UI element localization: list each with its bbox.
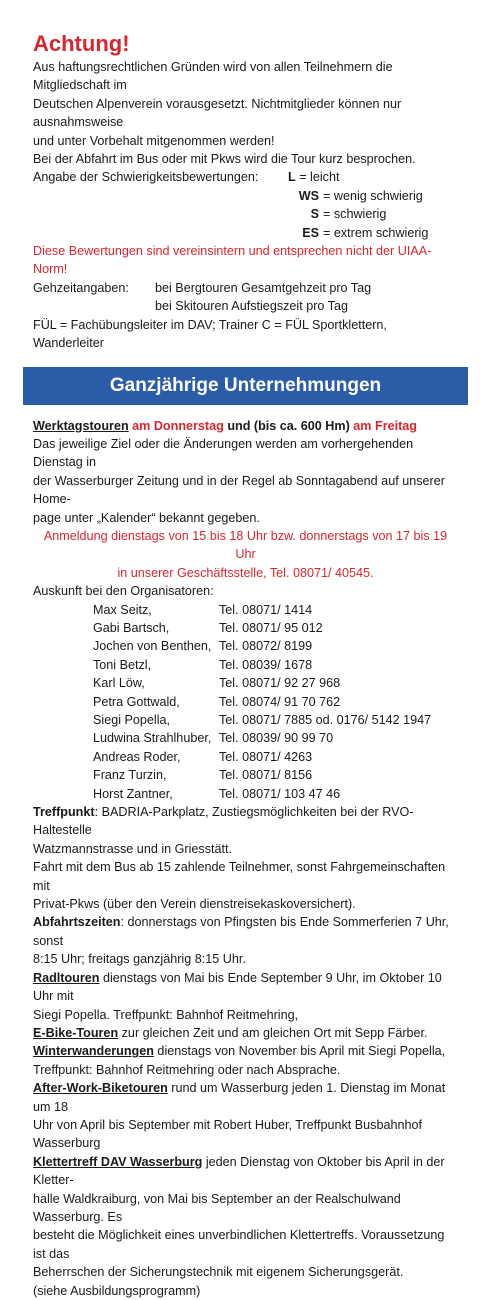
- treffpunkt-label: Treffpunkt: [33, 805, 95, 820]
- afterwork-text: rund um Wasserburg jeden 1. Dienstag im Monat um 18: [33, 1081, 446, 1114]
- contact-row: [33, 656, 458, 674]
- contact-row: [33, 766, 458, 784]
- winter-text: dienstags von November bis April mit Siegi Popella,: [153, 1044, 446, 1059]
- rating-text: = extrem schwierig: [323, 225, 429, 240]
- radltouren-line: [33, 969, 458, 1006]
- rating-code: S: [310, 207, 319, 222]
- radltouren-text: dienstags von Mai bis Ende September 9 Uhr, im Oktober 10 Uhr mit: [33, 970, 442, 1004]
- werktag-limit: und (bis ca. 600 Hm): [223, 418, 350, 433]
- contact-row: [33, 785, 458, 803]
- klettertreff-text: halle Waldkraiburg, von Mai bis September an der Realschulwand Wasserburg. Es: [33, 1191, 401, 1224]
- werktag-text: der Wasserburger Zeitung und in der Regel ab Sonntagabend auf unserer Home-: [33, 473, 445, 507]
- ebike-label: E-Bike-Touren: [33, 1025, 119, 1040]
- klettertreff-text: (siehe Ausbildungsprogramm): [33, 1283, 201, 1298]
- ratings-note: Diese Bewertungen sind vereinsintern und entsprechen nicht der UIAA-Norm!: [33, 244, 432, 277]
- winter-label: Winterwanderungen: [33, 1044, 154, 1059]
- contact-name: Horst Zantner,: [93, 786, 173, 801]
- abfahrt-label: Abfahrtszeiten: [33, 915, 121, 930]
- contact-row: [33, 619, 458, 637]
- contact-phone: Tel. 08039/ 1678: [219, 657, 313, 672]
- werktag-text: page unter „Kalender“ bekannt gegeben.: [33, 510, 260, 525]
- werktag-day: am Donnerstag: [128, 418, 224, 433]
- document-page: [33, 30, 458, 1300]
- page-title: Achtung!: [33, 31, 130, 56]
- auskunft-label: Auskunft bei den Organisatoren:: [33, 584, 214, 599]
- afterwork-line: [33, 1079, 458, 1116]
- contact-row: [33, 637, 458, 655]
- abfahrt-line: [33, 913, 458, 950]
- anmeldung-line: Anmeldung dienstags von 15 bis 18 Uhr bzw. donnerstags von 17 bis 19 Uhr: [43, 528, 448, 562]
- werktag-title: Werktagstouren: [33, 418, 129, 433]
- rating-entry: [288, 168, 339, 186]
- ratings-label: Angabe der Schwierigkeitsbewertungen:: [33, 170, 259, 185]
- gehzeit-row: [33, 279, 458, 297]
- gehzeit-row: [33, 297, 458, 315]
- contact-row: [33, 693, 458, 711]
- contact-name: Toni Betzl,: [93, 657, 152, 672]
- werktag-heading: [33, 417, 458, 435]
- contact-row: [33, 601, 458, 619]
- ratings-row: [33, 168, 458, 186]
- intro-line: Bei der Abfahrt im Bus oder mit Pkws wird die Tour kurz besprochen.: [33, 152, 416, 167]
- contact-row: [33, 729, 458, 747]
- ratings-row: [33, 205, 458, 223]
- contact-list: [33, 601, 458, 803]
- fahrt-text: Privat-Pkws (über den Verein dienstreisekaskoversichert).: [33, 897, 356, 912]
- afterwork-text: Uhr von April bis September mit Robert Huber, Treffpunkt Busbahnhof Wasserburg: [33, 1117, 422, 1151]
- treffpunkt-text: Watzmannstrasse und in Griesstätt.: [33, 841, 233, 856]
- abfahrt-text: : donnerstags von Pfingsten bis Ende Sommerferien 7 Uhr, sonst: [33, 915, 449, 948]
- contact-name: Ludwina Strahlhuber,: [93, 731, 212, 746]
- contact-name: Franz Turzin,: [93, 768, 167, 783]
- contact-name: Gabi Bartsch,: [93, 620, 170, 635]
- contact-phone: Tel. 08071/ 1414: [219, 602, 313, 617]
- winter-text: Treffpunkt: Bahnhof Reitmehring oder nach Absprache.: [33, 1062, 341, 1077]
- radltouren-label: Radltouren: [33, 970, 100, 985]
- klettertreff-text: besteht die Möglichkeit eines unverbindlichen Klettertreffs. Voraussetzung ist das: [33, 1228, 445, 1261]
- contact-phone: Tel. 08071/ 95 012: [219, 620, 323, 635]
- ebike-line: [33, 1024, 458, 1042]
- rating-text: = wenig schwierig: [323, 188, 423, 203]
- intro-line: Deutschen Alpenverein vorausgesetzt. Nichtmitglieder können nur ausnahmsweise: [33, 96, 402, 130]
- treffpunkt-text: : BADRIA-Parkplatz, Zustiegsmöglichkeiten bei der RVO-Haltestelle: [33, 805, 414, 838]
- ful-note: FÜL = Fachübungsleiter im DAV; Trainer C = FÜL Sportklettern, Wanderleiter: [33, 317, 387, 351]
- rating-text: = leicht: [295, 170, 340, 185]
- abfahrt-text: 8:15 Uhr; freitags ganzjährig 8:15 Uhr.: [33, 952, 246, 967]
- winter-line: [33, 1042, 458, 1060]
- fahrt-text: Fahrt mit dem Bus ab 15 zahlende Teilnehmer, sonst Fahrgemeinschaften mit: [33, 860, 446, 893]
- intro-line: und unter Vorbehalt mitgenommen werden!: [33, 133, 275, 148]
- contact-phone: Tel. 08074/ 91 70 762: [219, 694, 341, 709]
- contact-phone: Tel. 08072/ 8199: [219, 639, 313, 654]
- gehzeit-label: Gehzeitangaben:: [33, 280, 129, 295]
- ratings-row: [33, 224, 458, 242]
- klettertreff-label: Klettertreff DAV Wasserburg: [33, 1154, 203, 1169]
- rating-text: = schwierig: [323, 207, 387, 222]
- gehzeit-text: bei Skitouren Aufstiegszeit pro Tag: [155, 299, 348, 314]
- ratings-row: [33, 187, 458, 205]
- treffpunkt-line: [33, 803, 458, 840]
- radltouren-text: Siegi Popella. Treffpunkt: Bahnhof Reitmehring,: [33, 1007, 299, 1022]
- anmeldung-line: in unserer Geschäftsstelle, Tel. 08071/ 40545.: [117, 565, 374, 580]
- contact-name: Karl Löw,: [93, 676, 145, 691]
- contact-phone: Tel. 08071/ 103 47 46: [219, 786, 341, 801]
- contact-phone: Tel. 08071/ 7885 od. 0176/ 5142 1947: [219, 713, 432, 727]
- klettertreff-text: jeden Dienstag von Oktober bis April in der Kletter-: [33, 1154, 445, 1188]
- contact-phone: Tel. 08039/ 90 99 70: [219, 731, 334, 746]
- intro-line: Aus haftungsrechtlichen Gründen wird von allen Teilnehmern die Mitgliedschaft im: [33, 60, 393, 93]
- contact-row: [33, 748, 458, 766]
- rating-code: ES: [302, 225, 319, 240]
- gehzeit-text: bei Bergtouren Gesamtgehzeit pro Tag: [155, 280, 372, 295]
- contact-row: [33, 674, 458, 692]
- rating-code: L: [288, 170, 296, 185]
- contact-name: Siegi Popella,: [93, 713, 171, 727]
- contact-row: [33, 711, 458, 729]
- contact-phone: Tel. 08071/ 4263: [219, 749, 313, 764]
- werktag-text: Das jeweilige Ziel oder die Änderungen werden am vorhergehenden Dienstag in: [33, 436, 414, 470]
- afterwork-label: After-Work-Biketouren: [33, 1081, 168, 1096]
- contact-name: Max Seitz,: [93, 602, 152, 617]
- rating-code: WS: [298, 188, 319, 203]
- werktag-day: am Freitag: [349, 418, 417, 433]
- ebike-text: zur gleichen Zeit und am gleichen Ort mit Sepp Färber.: [118, 1025, 428, 1040]
- section-banner: Ganzjährige Unternehmungen: [23, 367, 468, 405]
- klettertreff-line: [33, 1153, 458, 1190]
- klettertreff-text: Beherrschen der Sicherungstechnik mit eigenem Sicherungsgerät.: [33, 1265, 404, 1280]
- contact-name: Petra Gottwald,: [93, 694, 180, 709]
- contact-name: Jochen von Benthen,: [93, 639, 212, 654]
- contact-name: Andreas Roder,: [93, 749, 181, 764]
- contact-phone: Tel. 08071/ 8156: [219, 768, 313, 783]
- contact-phone: Tel. 08071/ 92 27 968: [219, 676, 341, 691]
